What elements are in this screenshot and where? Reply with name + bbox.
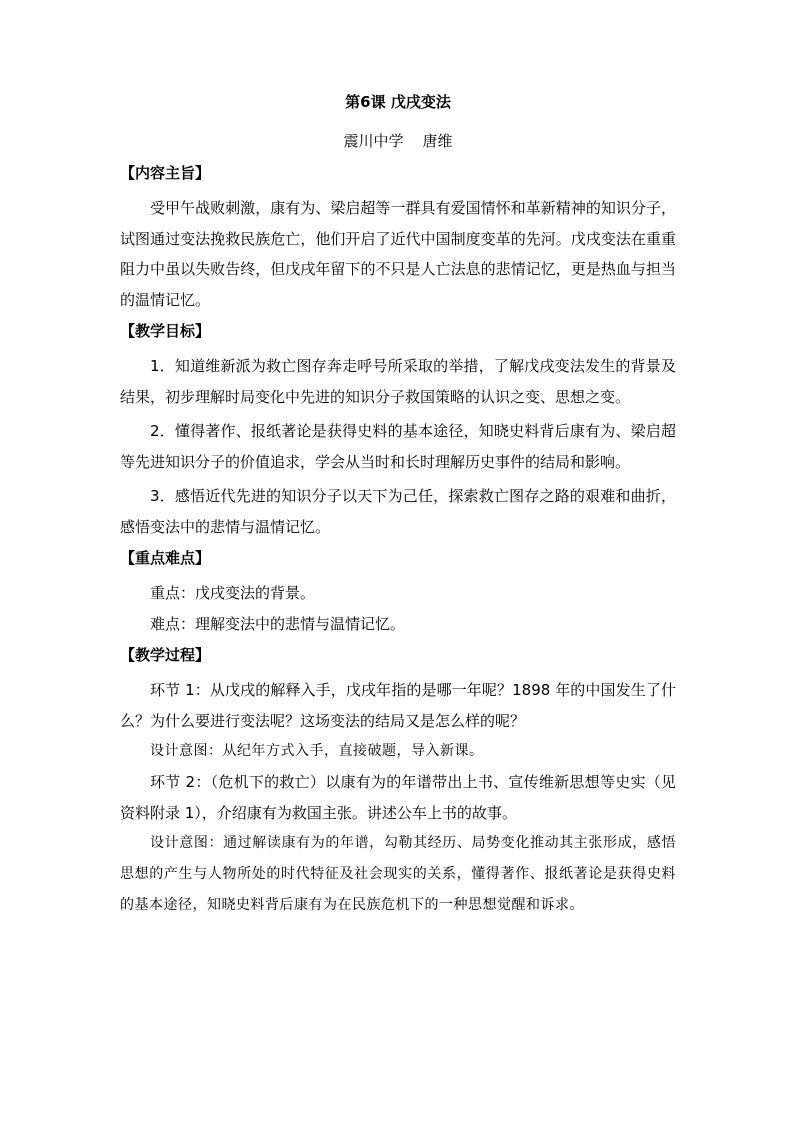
- difficult-point: 难点：理解变法中的悲情与温情记忆。: [150, 614, 406, 633]
- process-step-1: 环节 1：从戊戌的解释入手，戊戌年指的是哪一年呢？1898 年的中国发生了什么？为什么要进行变法呢？这场变法的结局又是怎么样的呢？: [120, 681, 676, 730]
- process-step-2: 环节 2：（危机下的救亡）以康有为的年谱带出上书、宣传维新思想等史实（见资料附录 1），介绍康有为救国主张。讲述公车上书的故事。: [120, 773, 676, 822]
- author-line: 震川中学 唐维: [343, 132, 453, 150]
- content-gist-paragraph: 受甲午战败刺激，康有为、梁启超等一群具有爱国情怀和革新精神的知识分子，试图通过变法挽救民族危亡，他们开启了近代中国制度变革的先河。戊戌变法在重重阻力中虽以失败告终，但戊戌年留下的不只是人亡法息的悲情记忆，更是热血与担当的温情记忆。: [120, 199, 676, 309]
- teaching-goal-3: 3．感悟近代先进的知识分子以天下为己任，探索救亡图存之路的艰难和曲折，感悟变法中的悲情与温情记忆。: [120, 487, 676, 536]
- design-intent-2: 设计意图：通过解读康有为的年谱，勾勒其经历、局势变化推动其主张形成，感悟思想的产生与人物所处的时代特征及社会现实的关系，懂得著作、报纸著论是获得史料的基本途径，知晓史料背后康有为在民族危机下的一种思想觉醒和诉求。: [120, 835, 676, 913]
- section-heading-key-points: 【重点难点】: [120, 549, 211, 567]
- document-body: [120, 92, 676, 921]
- lesson-title: 第6课 戊戌变法: [345, 93, 451, 111]
- section-heading-content-gist: 【内容主旨】: [120, 164, 211, 182]
- teaching-goal-2: 2．懂得著作、报纸著论是获得史料的基本途径，知晓史料背后康有为、梁启超等先进知识分子的价值追求，学会从当时和长时理解历史事件的结局和影响。: [120, 422, 676, 471]
- section-heading-process: 【教学过程】: [120, 646, 211, 664]
- teaching-goal-1: 1．知道维新派为救亡图存奔走呼号所采取的举措，了解戊戌变法发生的背景及结果，初步理解时局变化中先进的知识分子救国策略的认识之变、思想之变。: [120, 357, 676, 406]
- key-point: 重点：戊戌变法的背景。: [150, 584, 316, 602]
- section-heading-teaching-goals: 【教学目标】: [120, 322, 211, 340]
- design-intent-1: 设计意图：从纪年方式入手，直接破题，导入新课。: [150, 743, 484, 759]
